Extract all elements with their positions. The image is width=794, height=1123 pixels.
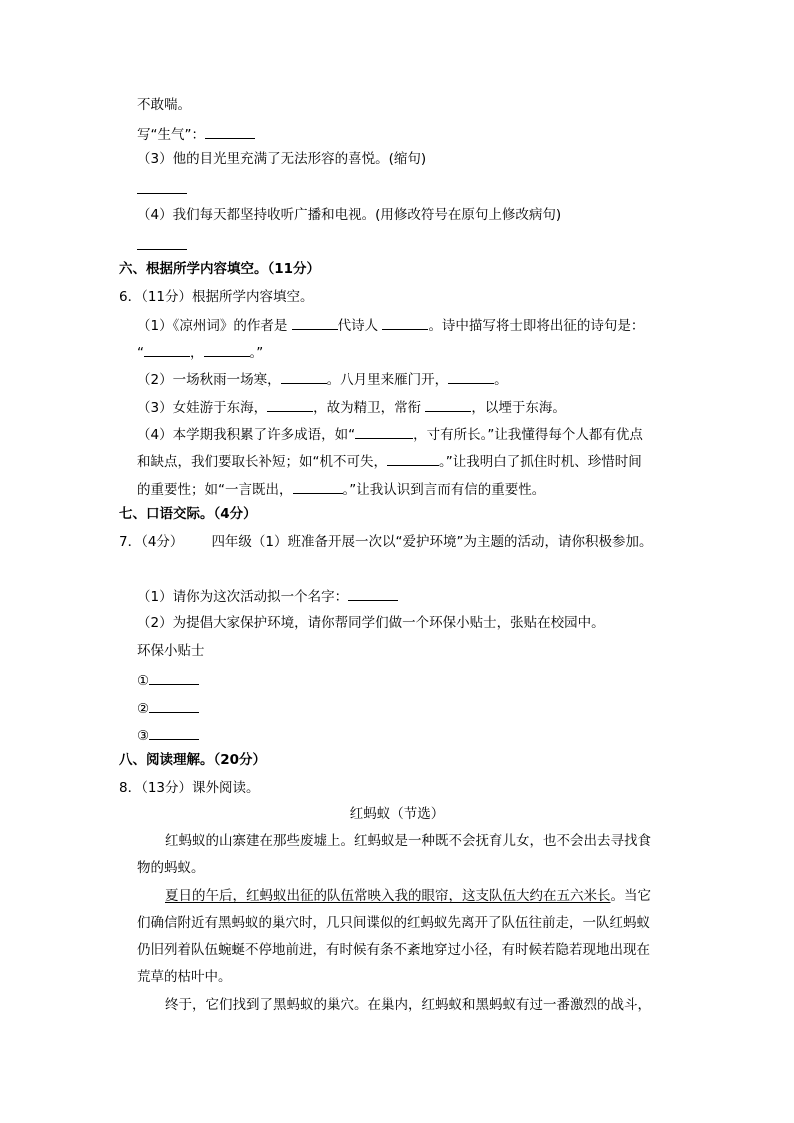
text: ， bbox=[190, 345, 204, 361]
text: 。 bbox=[494, 372, 508, 388]
answer-blank[interactable] bbox=[425, 397, 471, 412]
tip-item bbox=[137, 698, 199, 718]
answer-blank[interactable] bbox=[382, 315, 428, 330]
q6-part2 bbox=[137, 369, 508, 389]
text: 。”让我明白了抓住时机、珍惜时间 bbox=[439, 454, 642, 470]
q6-part4-line3 bbox=[137, 479, 545, 499]
answer-blank[interactable] bbox=[267, 397, 313, 412]
answer-blank[interactable] bbox=[205, 124, 255, 139]
passage-line: 仍旧列着队伍蜿蜒不停地前进，有时候有条不紊地穿过小径，有时候若隐若现地出现在 bbox=[137, 942, 650, 958]
answer-blank[interactable] bbox=[448, 369, 494, 384]
text: ，故为精卫，常衔 bbox=[313, 400, 422, 416]
answer-blank[interactable] bbox=[387, 451, 439, 466]
answer-blank[interactable] bbox=[355, 424, 413, 439]
question-7-line bbox=[119, 533, 653, 551]
question-text: 四年级（1）班准备开展一次以“爱护环境”为主题的活动，请你积极参加。 bbox=[211, 534, 653, 550]
text: 。当它 bbox=[610, 888, 651, 904]
question-number: 7．（4分） bbox=[119, 534, 184, 550]
q6-part4-line1 bbox=[137, 424, 643, 444]
answer-blank[interactable] bbox=[144, 342, 190, 357]
q6-part3 bbox=[137, 397, 566, 417]
section-6-heading: 六、根据所学内容填空。（11分） bbox=[119, 261, 321, 277]
answer-blank[interactable] bbox=[348, 586, 398, 601]
answer-blank[interactable] bbox=[281, 369, 327, 384]
answer-blank[interactable] bbox=[137, 193, 187, 194]
passage-line: 物的蚂蚁。 bbox=[137, 860, 205, 876]
text: （1）请你为这次活动拟一个名字： bbox=[137, 589, 349, 605]
text: 。诗中描写将士即将出征的诗句是： bbox=[428, 318, 645, 334]
question-8-intro: 8．（13分）课外阅读。 bbox=[119, 780, 260, 796]
text-prefix: 写“生气”： bbox=[137, 127, 205, 143]
answer-blank[interactable] bbox=[204, 342, 250, 357]
q6-part4-line2 bbox=[137, 451, 642, 471]
tip-number: ① bbox=[137, 673, 150, 689]
passage-line bbox=[165, 887, 651, 905]
tip-number: ③ bbox=[137, 728, 150, 744]
tip-item bbox=[137, 670, 199, 690]
passage-line: 红蚂蚁的山寨建在那些废墟上。红蚂蚁是一种既不会抚育儿女，也不会出去寻找食 bbox=[165, 833, 651, 849]
text: 。”让我认识到言而有信的重要性。 bbox=[342, 482, 546, 498]
question-4-line: （4）我们每天都坚持收听广播和电视。(用修改符号在原句上修改病句) bbox=[137, 207, 562, 223]
section-8-heading: 八、阅读理解。（20分） bbox=[119, 752, 267, 768]
text: （4）本学期我积累了许多成语，如“ bbox=[137, 427, 356, 443]
answer-blank[interactable] bbox=[137, 249, 187, 250]
q6-part1-line1 bbox=[137, 315, 644, 335]
passage-line: 终于，它们找到了黑蚂蚁的巢穴。在巢内，红蚂蚁和黑蚂蚁有过一番激烈的战斗， bbox=[165, 997, 651, 1013]
text: （3）女娃游于东海， bbox=[137, 400, 268, 416]
answer-blank[interactable] bbox=[149, 670, 199, 685]
underlined-text: 夏日的午后，红蚂蚁出征的队伍常映入我的眼帘，这支队伍大约在 bbox=[165, 888, 557, 904]
answer-blank[interactable] bbox=[292, 315, 338, 330]
tip-item bbox=[137, 725, 199, 745]
text: （2）一场秋雨一场寒， bbox=[137, 372, 281, 388]
passage-line: 荒草的枯叶中。 bbox=[137, 969, 232, 985]
question-3-line: （3）他的目光里充满了无法形容的喜悦。(缩句) bbox=[137, 151, 427, 167]
text: （1）《凉州词》的作者是 bbox=[137, 318, 288, 334]
question-6-intro: 6．（11分）根据所学内容填空。 bbox=[119, 289, 314, 305]
tips-label: 环保小贴士 bbox=[137, 643, 205, 659]
text: 和缺点，我们要取长补短；如“机不可失， bbox=[137, 454, 387, 470]
passage-line: 们确信附近有黑蚂蚁的巢穴时，几只间谍似的红蚂蚁先离开了队伍往前走，一队红蚂蚁 bbox=[137, 915, 650, 931]
text: 的重要性；如“一言既出， bbox=[137, 482, 293, 498]
q7-part1 bbox=[137, 586, 398, 606]
text: ，以堙于东海。 bbox=[471, 400, 566, 416]
text: 。八月里来雁门开， bbox=[326, 372, 449, 388]
text: ，寸有所长。”让我懂得每个人都有优点 bbox=[413, 427, 643, 443]
write-angry-line bbox=[137, 124, 255, 144]
answer-blank[interactable] bbox=[149, 698, 199, 713]
section-7-heading: 七、口语交际。（4分） bbox=[119, 506, 257, 522]
text: “ bbox=[137, 345, 144, 361]
text: 。” bbox=[249, 345, 264, 361]
tip-number: ② bbox=[137, 701, 150, 717]
passage-title: 红蚂蚁（节选） bbox=[349, 806, 445, 822]
underlined-text: 五六米长 bbox=[556, 888, 611, 904]
answer-blank[interactable] bbox=[293, 479, 343, 494]
q6-part1-line2 bbox=[137, 342, 263, 362]
answer-blank[interactable] bbox=[149, 725, 199, 740]
text: 代诗人 bbox=[337, 318, 379, 334]
text-line: 不敢喘。 bbox=[137, 97, 191, 113]
q7-part2: （2）为提倡大家保护环境，请你帮同学们做一个环保小贴士，张贴在校园中。 bbox=[137, 615, 605, 631]
